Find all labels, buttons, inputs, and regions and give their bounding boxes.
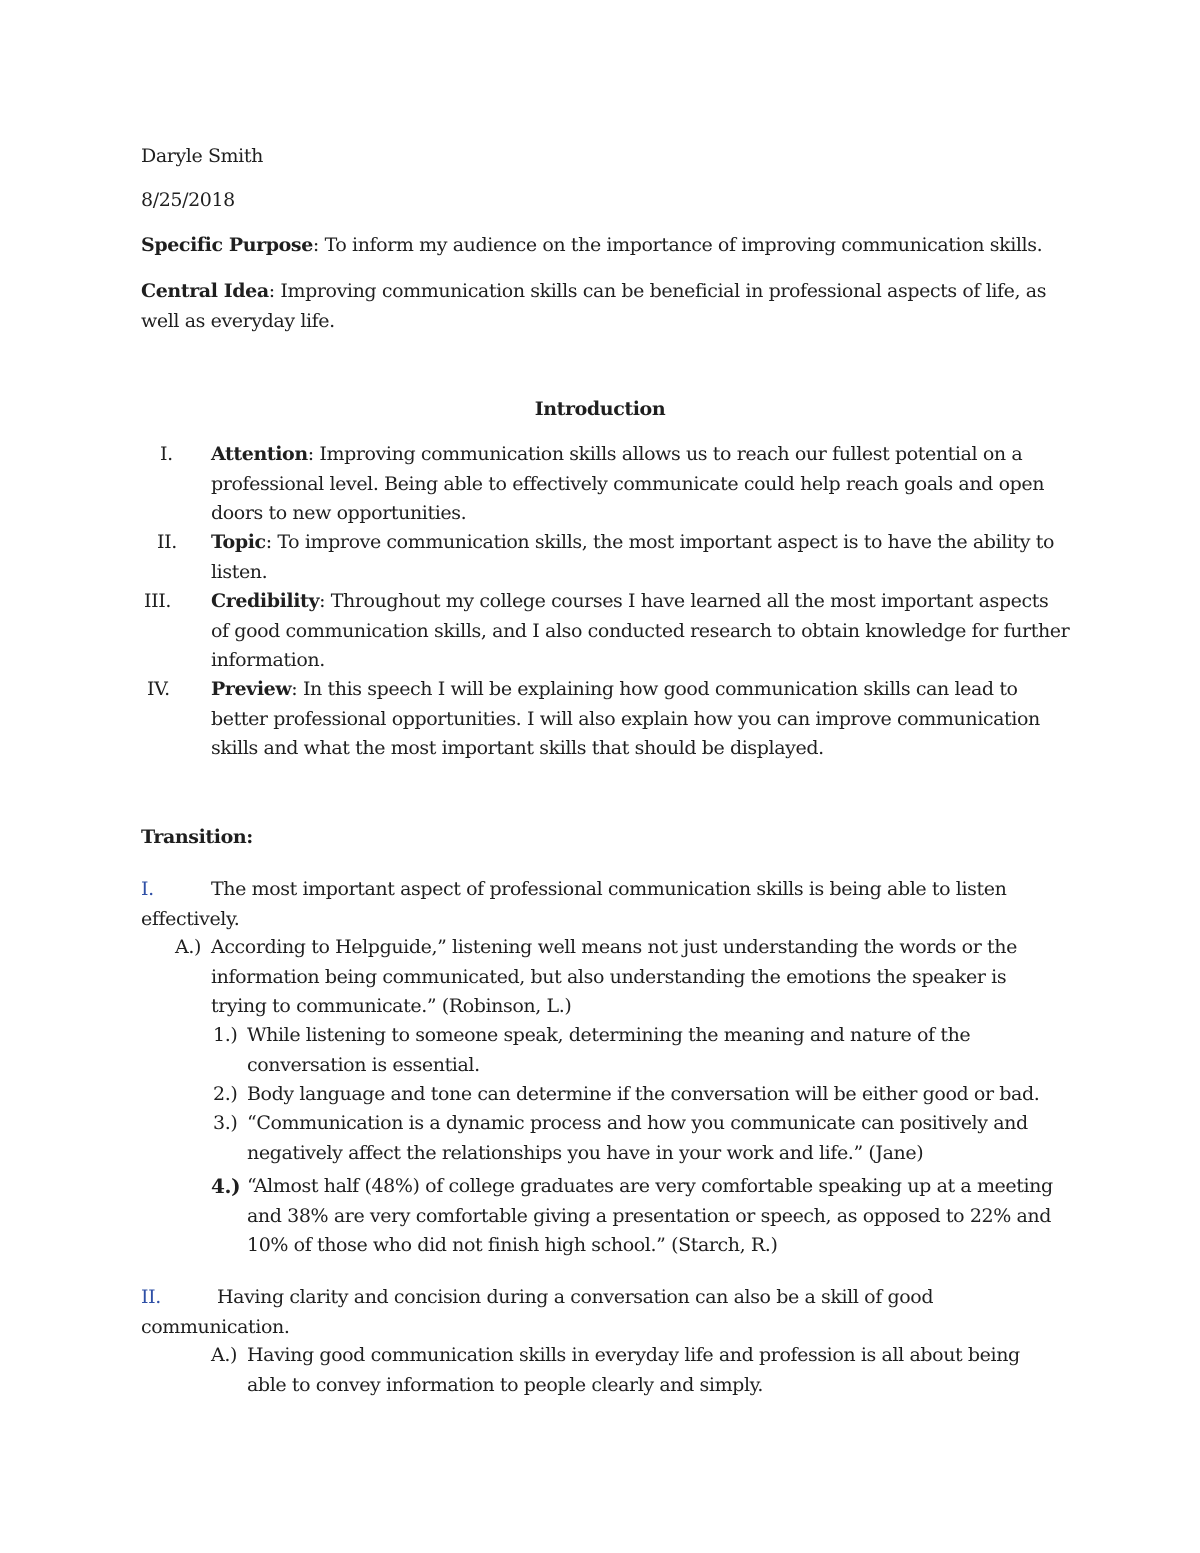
intro-item-credibility: [211, 587, 1071, 676]
specific-purpose: [141, 231, 1042, 260]
central-idea-text: : Improving communication skills can be beneficial in professional aspects of life, as well as everyday life.: [141, 280, 1047, 332]
point1-sub-a: According to Helpguide,” listening well means not just understanding the words or the information being communicated, but also understanding the emotions the speaker is trying to communicate.” (Robinson, L.): [211, 936, 1017, 1017]
intro-numeral-3: III.: [144, 590, 171, 612]
central-idea-label: Central Idea: [141, 280, 269, 302]
intro-item-attention: [211, 440, 1066, 529]
preview-text: : In this speech I will be explaining how good communication skills can lead to better professional opportunities. I will also explain how you can improve communication skills and what the most important skills that should be displayed.: [211, 678, 1040, 759]
topic-label: Topic: [211, 531, 266, 553]
point1-marker-4: 4.): [211, 1174, 241, 1198]
document-date: 8/25/2018: [141, 189, 235, 211]
point2-sub-a: Having good communication skills in everyday life and profession is all about being able to convey information to people clearly and simply.: [247, 1344, 1020, 1396]
specific-purpose-text: : To inform my audience on the importance of improving communication skills.: [312, 234, 1043, 256]
point2-marker-a: A.): [211, 1344, 237, 1366]
point1-marker-2: 2.): [213, 1083, 238, 1105]
specific-purpose-label: Specific Purpose: [141, 234, 313, 256]
preview-label: Preview: [211, 678, 292, 700]
topic-text: : To improve communication skills, the most important aspect is to have the ability to listen.: [211, 531, 1055, 583]
body-numeral-2: II.: [141, 1286, 161, 1308]
credibility-text: : Throughout my college courses I have learned all the most important aspects of good communication skills, and I also conducted research to obtain knowledge for further information.: [211, 590, 1070, 671]
point1-marker-3: 3.): [213, 1112, 238, 1134]
intro-item-preview: [211, 675, 1061, 764]
body-numeral-1: I.: [141, 878, 154, 900]
intro-numeral-4: IV.: [147, 678, 170, 700]
point1-marker-a: A.): [175, 936, 201, 958]
intro-numeral-2: II.: [157, 531, 177, 553]
intro-item-topic: [211, 528, 1066, 587]
body-point-2: Having clarity and concision during a conversation can also be a skill of good communication.: [141, 1286, 934, 1338]
introduction-heading: Introduction: [534, 398, 666, 420]
central-idea: [141, 277, 1056, 336]
point1-marker-1: 1.): [213, 1024, 238, 1046]
credibility-label: Credibility: [211, 590, 320, 612]
intro-numeral-1: I.: [160, 443, 173, 465]
attention-text: : Improving communication skills allows us to reach our fullest potential on a professional level. Being able to effectively communicate could help reach goals and open doors to new opportunities.: [211, 443, 1045, 524]
point1-sub-4: “Almost half (48%) of college graduates are very comfortable speaking up at a meeting and 38% are very comfortable giving a presentation or speech, as opposed to 22% and 10% of those who did not finish high school.” (Starch, R.): [247, 1175, 1053, 1256]
point1-sub-3: “Communication is a dynamic process and how you communicate can positively and negatively affect the relationships you have in your work and life.” (Jane): [247, 1112, 1028, 1164]
attention-label: Attention: [211, 443, 308, 465]
point1-sub-2: Body language and tone can determine if the conversation will be either good or bad.: [247, 1083, 1040, 1105]
author-name: Daryle Smith: [141, 145, 263, 167]
point1-sub-1: While listening to someone speak, determining the meaning and nature of the conversation is essential.: [247, 1024, 971, 1076]
body-point-1: The most important aspect of professional communication skills is being able to listen effectively.: [141, 878, 1007, 930]
transition-label: Transition:: [141, 826, 253, 848]
